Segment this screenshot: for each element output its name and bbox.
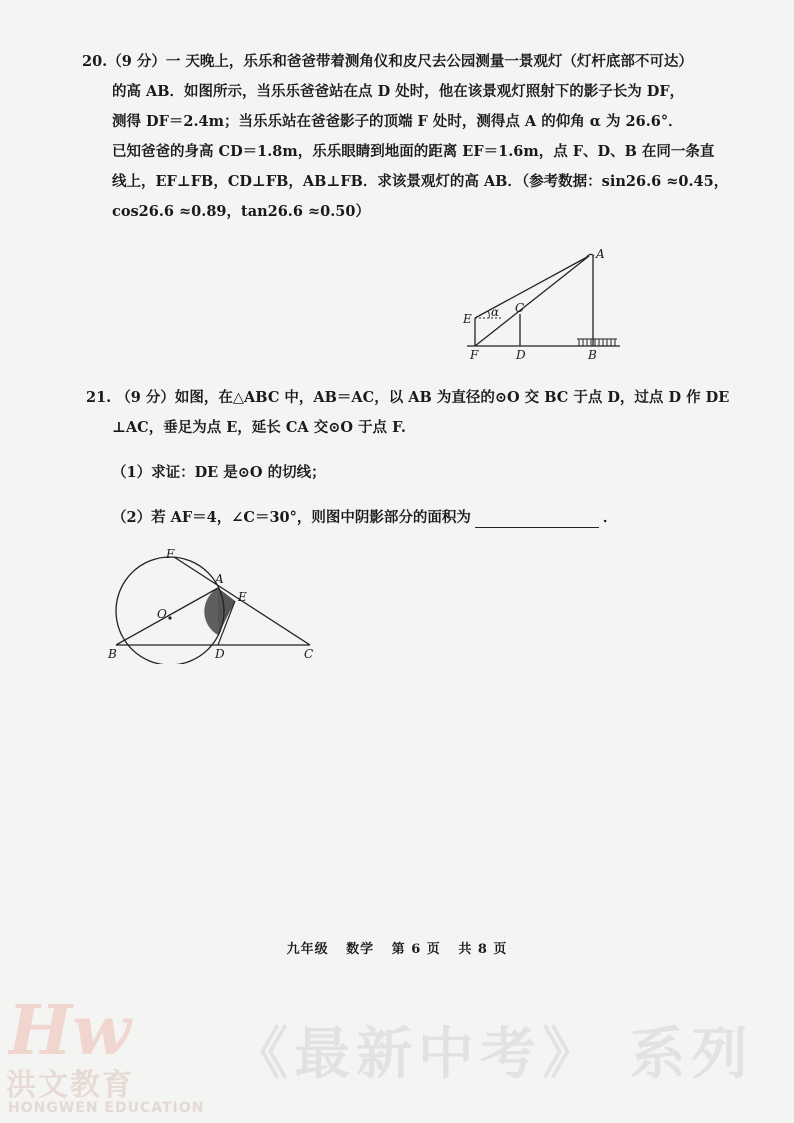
page-footer: [0, 938, 794, 957]
q20-line-4: 已知爸爸的身高 CD＝1.8m，乐乐眼睛到地面的距离 EF＝1.6m，点 F、D、B 在同一条直: [112, 143, 715, 160]
footer-subject: 数学: [346, 942, 375, 957]
q21-part-2: [112, 508, 617, 528]
q21-part-2-end: ．: [602, 509, 618, 526]
label-alpha: α: [491, 305, 500, 319]
q20-line-2: 的高 AB．如图所示，当乐乐爸爸站在点 D 处时，他在该景观灯照射下的影子长为 DF，: [112, 83, 685, 100]
q20-line-1: 20.（9 分）一 天晚上，乐乐和爸爸带着测角仪和皮尺去公园测量一景观灯（灯杆底部不可达）: [82, 53, 693, 70]
q20-figure: [455, 244, 635, 366]
q20-line-5: 线上，EF⊥FB，CD⊥FB，AB⊥FB．求该景观灯的高 AB．（参考数据：sin26.6 ≈0.45，: [112, 173, 729, 190]
footer-grade: 九年级: [286, 942, 329, 957]
watermark-brand-en: HONGWEN EDUCATION: [8, 1100, 205, 1116]
label-a: A: [215, 572, 224, 586]
alpha-arc: [488, 311, 489, 318]
watermark-brand-cn: 洪文教育: [6, 1068, 134, 1103]
q21-line-1: 21. （9 分）如图，在△ABC 中，AB＝AC，以 AB 为直径的⊙O 交 BC 于点 D，过点 D 作 DE: [86, 389, 730, 406]
q21-figure: [108, 548, 323, 664]
answer-blank[interactable]: [475, 513, 599, 528]
center-point: [168, 616, 171, 619]
q21-part-2-text: （2）若 AF＝4，∠C＝30°，则图中阴影部分的面积为: [112, 509, 471, 526]
label-o: O: [157, 607, 167, 621]
watermark-logo: [8, 1000, 208, 1060]
label-d: D: [516, 348, 526, 362]
svg-text:Hw: Hw: [8, 1000, 131, 1060]
watermark-series: 《最新中考》 系列: [232, 1022, 754, 1087]
q20-line-6: cos26.6 ≈0.89，tan26.6 ≈0.50）: [112, 203, 370, 220]
pole-base-hatch: [577, 339, 617, 346]
ray-fa: [475, 256, 589, 346]
label-c: C: [304, 647, 314, 661]
label-f: F: [470, 348, 479, 362]
footer-page: 第 6 页: [391, 942, 441, 957]
q21-line-2: ⊥AC，垂足为点 E，延长 CA 交⊙O 于点 F.: [112, 419, 406, 436]
label-c: C: [515, 301, 525, 315]
label-d: D: [215, 647, 225, 661]
label-b: B: [108, 647, 117, 661]
footer-total: 共 8 页: [458, 942, 508, 957]
q20-line-3: 测得 DF＝2.4m；当乐乐站在爸爸影子的顶端 F 处时，测得点 A 的仰角 α 为 26.6°．: [112, 113, 683, 130]
label-f: F: [166, 548, 175, 561]
label-b: B: [588, 348, 597, 362]
label-e: E: [238, 590, 247, 604]
q21-part-1: （1）求证：DE 是⊙O 的切线；: [112, 464, 326, 481]
segment-ab: [116, 588, 218, 645]
label-e: E: [463, 312, 472, 326]
label-a: A: [596, 247, 605, 261]
